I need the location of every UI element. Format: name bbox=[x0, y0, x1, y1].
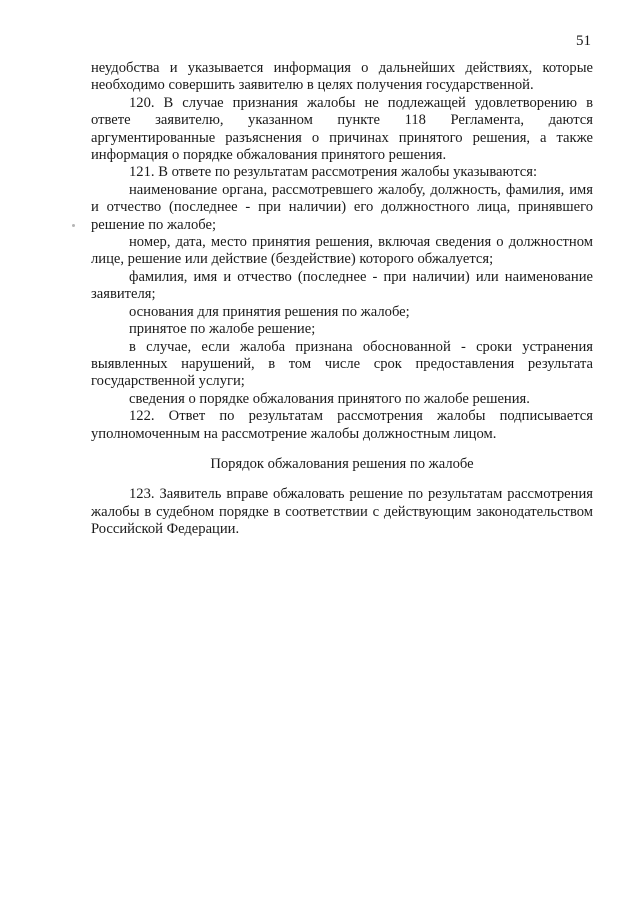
list-item-decision: принятое по жалобе решение; bbox=[129, 321, 316, 338]
list-item-decision-number: номер, дата, место принятия решения, включая сведения о должностном лице, решение или действие (бездействие) которого обжалуется; bbox=[91, 234, 593, 268]
list-item-grounds: основания для принятия решения по жалобе; bbox=[129, 303, 410, 320]
paragraph-123: 123. Заявитель вправе обжаловать решение по результатам рассмотрения жалобы в судебном порядке в соответствии с действующим законодательством Российской Федерации. bbox=[91, 486, 593, 538]
list-item-applicant-name: фамилия, имя и отчество (последнее - при наличии) или наименование заявителя; bbox=[91, 268, 593, 303]
page-number: 51 bbox=[576, 33, 591, 49]
document-body bbox=[91, 60, 593, 539]
paragraph-122: 122. Ответ по результатам рассмотрения жалобы подписывается уполномоченным на рассмотрение жалобы должностным лицом. bbox=[91, 408, 593, 442]
list-item-organ: наименование органа, рассмотревшего жалобу, должность, фамилия, имя и отчество (последнее - при наличии) его должностного лица, принявшего решение по жалобе; bbox=[91, 181, 593, 233]
margin-mark bbox=[72, 224, 75, 227]
paragraph-continuation: неудобства и указывается информация о дальнейших действиях, которые необходимо совершить заявителю в целях получения государственной. bbox=[91, 60, 593, 94]
paragraph-120: 120. В случае признания жалобы не подлежащей удовлетворению в ответе заявителю, указанном пункте 118 Регламента, даются аргументированные разъяснения о причинах принятого решения, а также информация о порядке обжалования принятого решения. bbox=[91, 94, 593, 164]
paragraph-121: 121. В ответе по результатам рассмотрения жалобы указываются: bbox=[129, 164, 538, 181]
list-item-remedy-terms: в случае, если жалоба признана обоснованной - сроки устранения выявленных нарушений, в том числе срок предоставления результата государственной услуги; bbox=[91, 338, 593, 390]
list-item-appeal-info: сведения о порядке обжалования принятого по жалобе решения. bbox=[129, 390, 530, 407]
section-heading: Порядок обжалования решения по жалобе bbox=[210, 455, 474, 472]
